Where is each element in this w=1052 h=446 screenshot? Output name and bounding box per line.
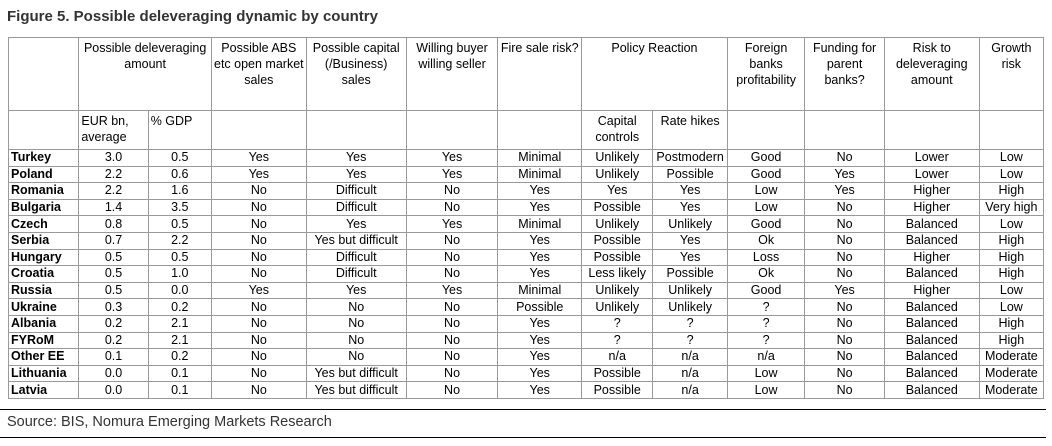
cell-willing-buyer: Yes — [406, 150, 498, 167]
cell-fire-sale-risk: Yes — [498, 349, 582, 366]
cell-risk-deleveraging: Higher — [884, 249, 979, 266]
cell-capital-controls: Unlikely — [582, 150, 653, 167]
footer-divider — [0, 437, 1046, 438]
cell-funding-parent: No — [805, 150, 885, 167]
cell-risk-deleveraging: Balanced — [884, 299, 979, 316]
subheader-pct-gdp: % GDP — [148, 111, 211, 150]
cell-risk-deleveraging: Balanced — [884, 232, 979, 249]
cell-pct-gdp: 0.5 — [148, 249, 211, 266]
header-row-sub — [9, 111, 1044, 150]
cell-country: Poland — [9, 166, 79, 183]
cell-foreign-banks: ? — [727, 299, 804, 316]
deleveraging-table — [8, 37, 1044, 399]
cell-rate-hikes: Yes — [653, 249, 727, 266]
source-note: Source: BIS, Nomura Emerging Markets Research — [7, 414, 332, 430]
subheader-blank — [9, 111, 79, 150]
cell-capital-controls: Yes — [582, 183, 653, 200]
cell-rate-hikes: n/a — [653, 382, 727, 399]
cell-foreign-banks: Ok — [727, 266, 804, 283]
cell-funding-parent: No — [805, 382, 885, 399]
cell-willing-buyer: No — [406, 249, 498, 266]
subheader-eur-bn: EUR bn, average — [79, 111, 148, 150]
cell-fire-sale-risk: Yes — [498, 332, 582, 349]
table-row — [9, 365, 1044, 382]
cell-willing-buyer: No — [406, 232, 498, 249]
cell-capital-sales: Difficult — [306, 183, 406, 200]
cell-pct-gdp: 0.1 — [148, 365, 211, 382]
table-row — [9, 382, 1044, 399]
cell-capital-controls: Possible — [582, 232, 653, 249]
cell-eur-bn: 0.5 — [79, 249, 148, 266]
cell-rate-hikes: Yes — [653, 199, 727, 216]
subheader-blank — [805, 111, 885, 150]
cell-capital-sales: Difficult — [306, 249, 406, 266]
cell-pct-gdp: 0.0 — [148, 282, 211, 299]
header-row-main — [9, 38, 1044, 111]
cell-eur-bn: 0.2 — [79, 332, 148, 349]
cell-capital-controls: Unlikely — [582, 216, 653, 233]
cell-eur-bn: 0.0 — [79, 382, 148, 399]
cell-foreign-banks: Good — [727, 282, 804, 299]
cell-capital-controls: ? — [582, 315, 653, 332]
header-deleveraging-amount: Possible deleveraging amount — [79, 38, 212, 111]
cell-growth-risk: Very high — [979, 199, 1043, 216]
cell-country: Hungary — [9, 249, 79, 266]
header-growth-risk: Growth risk — [979, 38, 1043, 111]
cell-eur-bn: 1.4 — [79, 199, 148, 216]
cell-fire-sale-risk: Yes — [498, 382, 582, 399]
cell-risk-deleveraging: Lower — [884, 166, 979, 183]
cell-growth-risk: High — [979, 183, 1043, 200]
table-row — [9, 249, 1044, 266]
cell-fire-sale-risk: Minimal — [498, 166, 582, 183]
cell-country: Turkey — [9, 150, 79, 167]
cell-willing-buyer: No — [406, 199, 498, 216]
cell-risk-deleveraging: Balanced — [884, 365, 979, 382]
cell-funding-parent: No — [805, 299, 885, 316]
cell-eur-bn: 0.0 — [79, 365, 148, 382]
cell-foreign-banks: Good — [727, 216, 804, 233]
cell-funding-parent: No — [805, 349, 885, 366]
cell-abs-sales: No — [211, 249, 306, 266]
cell-growth-risk: Low — [979, 299, 1043, 316]
cell-growth-risk: Moderate — [979, 349, 1043, 366]
cell-risk-deleveraging: Balanced — [884, 332, 979, 349]
header-funding-parent: Funding for parent banks? — [805, 38, 885, 111]
cell-growth-risk: Low — [979, 150, 1043, 167]
cell-capital-sales: No — [306, 315, 406, 332]
cell-growth-risk: Low — [979, 216, 1043, 233]
cell-funding-parent: No — [805, 232, 885, 249]
cell-rate-hikes: ? — [653, 332, 727, 349]
subheader-blank — [498, 111, 582, 150]
cell-foreign-banks: Ok — [727, 232, 804, 249]
cell-fire-sale-risk: Yes — [498, 315, 582, 332]
cell-growth-risk: High — [979, 232, 1043, 249]
cell-capital-sales: Yes — [306, 216, 406, 233]
cell-eur-bn: 0.8 — [79, 216, 148, 233]
cell-eur-bn: 0.3 — [79, 299, 148, 316]
header-risk-deleveraging: Risk to deleveraging amount — [884, 38, 979, 111]
cell-funding-parent: No — [805, 315, 885, 332]
cell-rate-hikes: n/a — [653, 349, 727, 366]
cell-capital-sales: Difficult — [306, 266, 406, 283]
cell-eur-bn: 0.5 — [79, 282, 148, 299]
cell-abs-sales: No — [211, 199, 306, 216]
cell-growth-risk: Low — [979, 166, 1043, 183]
header-fire-sale-risk: Fire sale risk? — [498, 38, 582, 111]
cell-funding-parent: Yes — [805, 166, 885, 183]
cell-risk-deleveraging: Higher — [884, 282, 979, 299]
cell-pct-gdp: 2.2 — [148, 232, 211, 249]
cell-fire-sale-risk: Yes — [498, 183, 582, 200]
cell-willing-buyer: No — [406, 382, 498, 399]
cell-country: Russia — [9, 282, 79, 299]
subheader-blank — [979, 111, 1043, 150]
cell-rate-hikes: Possible — [653, 266, 727, 283]
cell-foreign-banks: Good — [727, 150, 804, 167]
cell-growth-risk: High — [979, 315, 1043, 332]
cell-growth-risk: Moderate — [979, 365, 1043, 382]
cell-eur-bn: 2.2 — [79, 166, 148, 183]
table-row — [9, 282, 1044, 299]
cell-willing-buyer: No — [406, 183, 498, 200]
table-row — [9, 183, 1044, 200]
cell-capital-sales: No — [306, 299, 406, 316]
cell-foreign-banks: Good — [727, 166, 804, 183]
cell-risk-deleveraging: Higher — [884, 183, 979, 200]
cell-abs-sales: Yes — [211, 166, 306, 183]
cell-funding-parent: No — [805, 332, 885, 349]
cell-willing-buyer: No — [406, 315, 498, 332]
cell-fire-sale-risk: Yes — [498, 249, 582, 266]
cell-capital-sales: Yes but difficult — [306, 232, 406, 249]
cell-risk-deleveraging: Balanced — [884, 315, 979, 332]
cell-eur-bn: 2.2 — [79, 183, 148, 200]
cell-capital-controls: Possible — [582, 199, 653, 216]
cell-willing-buyer: No — [406, 299, 498, 316]
cell-willing-buyer: Yes — [406, 166, 498, 183]
cell-foreign-banks: ? — [727, 315, 804, 332]
cell-abs-sales: No — [211, 349, 306, 366]
cell-foreign-banks: n/a — [727, 349, 804, 366]
cell-abs-sales: No — [211, 315, 306, 332]
cell-fire-sale-risk: Minimal — [498, 282, 582, 299]
cell-abs-sales: No — [211, 332, 306, 349]
cell-capital-sales: Yes but difficult — [306, 365, 406, 382]
cell-rate-hikes: n/a — [653, 365, 727, 382]
cell-capital-sales: Difficult — [306, 199, 406, 216]
cell-country: Latvia — [9, 382, 79, 399]
cell-abs-sales: No — [211, 382, 306, 399]
cell-pct-gdp: 2.1 — [148, 332, 211, 349]
cell-country: Czech — [9, 216, 79, 233]
header-capital-sales: Possible capital (/Business) sales — [306, 38, 406, 111]
cell-capital-sales: Yes — [306, 150, 406, 167]
cell-willing-buyer: No — [406, 332, 498, 349]
cell-eur-bn: 0.1 — [79, 349, 148, 366]
cell-pct-gdp: 2.1 — [148, 315, 211, 332]
cell-rate-hikes: Possible — [653, 166, 727, 183]
table-row — [9, 216, 1044, 233]
cell-growth-risk: High — [979, 332, 1043, 349]
table-row — [9, 199, 1044, 216]
cell-foreign-banks: Low — [727, 382, 804, 399]
cell-pct-gdp: 0.2 — [148, 349, 211, 366]
cell-eur-bn: 0.5 — [79, 266, 148, 283]
header-willing-buyer: Willing buyer willing seller — [406, 38, 498, 111]
cell-fire-sale-risk: Yes — [498, 365, 582, 382]
table-row — [9, 150, 1044, 167]
cell-capital-controls: ? — [582, 332, 653, 349]
cell-foreign-banks: Low — [727, 365, 804, 382]
cell-capital-controls: Possible — [582, 365, 653, 382]
cell-country: Bulgaria — [9, 199, 79, 216]
cell-willing-buyer: No — [406, 349, 498, 366]
cell-funding-parent: No — [805, 249, 885, 266]
cell-risk-deleveraging: Lower — [884, 150, 979, 167]
cell-willing-buyer: No — [406, 266, 498, 283]
cell-capital-sales: Yes but difficult — [306, 382, 406, 399]
cell-risk-deleveraging: Higher — [884, 199, 979, 216]
cell-fire-sale-risk: Yes — [498, 199, 582, 216]
cell-pct-gdp: 3.5 — [148, 199, 211, 216]
cell-funding-parent: No — [805, 216, 885, 233]
cell-pct-gdp: 1.0 — [148, 266, 211, 283]
subheader-blank — [306, 111, 406, 150]
table-row — [9, 315, 1044, 332]
subheader-rate-hikes: Rate hikes — [653, 111, 727, 150]
cell-abs-sales: Yes — [211, 282, 306, 299]
cell-risk-deleveraging: Balanced — [884, 349, 979, 366]
cell-country: Albania — [9, 315, 79, 332]
cell-growth-risk: Moderate — [979, 382, 1043, 399]
cell-eur-bn: 0.2 — [79, 315, 148, 332]
cell-pct-gdp: 1.6 — [148, 183, 211, 200]
cell-fire-sale-risk: Yes — [498, 266, 582, 283]
cell-abs-sales: No — [211, 216, 306, 233]
cell-pct-gdp: 0.6 — [148, 166, 211, 183]
cell-foreign-banks: ? — [727, 332, 804, 349]
cell-pct-gdp: 0.5 — [148, 150, 211, 167]
cell-funding-parent: Yes — [805, 183, 885, 200]
cell-rate-hikes: Postmodern — [653, 150, 727, 167]
cell-growth-risk: High — [979, 266, 1043, 283]
cell-abs-sales: No — [211, 266, 306, 283]
cell-capital-controls: Unlikely — [582, 166, 653, 183]
cell-country: Romania — [9, 183, 79, 200]
header-blank-corner — [9, 38, 79, 111]
cell-pct-gdp: 0.5 — [148, 216, 211, 233]
cell-foreign-banks: Loss — [727, 249, 804, 266]
cell-capital-controls: n/a — [582, 349, 653, 366]
cell-risk-deleveraging: Balanced — [884, 266, 979, 283]
cell-capital-controls: Possible — [582, 382, 653, 399]
cell-rate-hikes: Unlikely — [653, 299, 727, 316]
cell-fire-sale-risk: Minimal — [498, 150, 582, 167]
cell-abs-sales: No — [211, 232, 306, 249]
cell-capital-controls: Unlikely — [582, 299, 653, 316]
table-row — [9, 299, 1044, 316]
cell-fire-sale-risk: Yes — [498, 232, 582, 249]
cell-abs-sales: No — [211, 365, 306, 382]
cell-funding-parent: Yes — [805, 282, 885, 299]
cell-capital-sales: Yes — [306, 282, 406, 299]
cell-rate-hikes: Unlikely — [653, 216, 727, 233]
cell-capital-sales: Yes — [306, 166, 406, 183]
cell-capital-sales: No — [306, 332, 406, 349]
cell-rate-hikes: ? — [653, 315, 727, 332]
table-row — [9, 166, 1044, 183]
cell-pct-gdp: 0.2 — [148, 299, 211, 316]
header-abs-sales: Possible ABS etc open market sales — [211, 38, 306, 111]
cell-rate-hikes: Yes — [653, 232, 727, 249]
subheader-blank — [727, 111, 804, 150]
cell-country: Croatia — [9, 266, 79, 283]
cell-eur-bn: 0.7 — [79, 232, 148, 249]
cell-willing-buyer: No — [406, 365, 498, 382]
cell-country: FYRoM — [9, 332, 79, 349]
table-row — [9, 349, 1044, 366]
cell-country: Serbia — [9, 232, 79, 249]
header-policy-reaction: Policy Reaction — [582, 38, 728, 111]
cell-foreign-banks: Low — [727, 183, 804, 200]
table-row — [9, 232, 1044, 249]
cell-fire-sale-risk: Possible — [498, 299, 582, 316]
cell-rate-hikes: Unlikely — [653, 282, 727, 299]
cell-country: Lithuania — [9, 365, 79, 382]
cell-willing-buyer: Yes — [406, 282, 498, 299]
subheader-blank — [211, 111, 306, 150]
cell-capital-sales: No — [306, 349, 406, 366]
subheader-blank — [884, 111, 979, 150]
figure-title: Figure 5. Possible deleveraging dynamic by country — [7, 8, 378, 25]
cell-foreign-banks: Low — [727, 199, 804, 216]
cell-funding-parent: No — [805, 199, 885, 216]
table-row — [9, 332, 1044, 349]
cell-growth-risk: Low — [979, 282, 1043, 299]
cell-country: Ukraine — [9, 299, 79, 316]
cell-funding-parent: No — [805, 266, 885, 283]
cell-risk-deleveraging: Balanced — [884, 382, 979, 399]
footer-divider — [0, 409, 1046, 410]
subheader-blank — [406, 111, 498, 150]
table-row — [9, 266, 1044, 283]
cell-abs-sales: Yes — [211, 150, 306, 167]
subheader-capital-controls: Capital controls — [582, 111, 653, 150]
cell-rate-hikes: Yes — [653, 183, 727, 200]
cell-risk-deleveraging: Balanced — [884, 216, 979, 233]
cell-pct-gdp: 0.1 — [148, 382, 211, 399]
cell-capital-controls: Less likely — [582, 266, 653, 283]
cell-capital-controls: Unlikely — [582, 282, 653, 299]
cell-capital-controls: Possible — [582, 249, 653, 266]
cell-willing-buyer: Yes — [406, 216, 498, 233]
cell-eur-bn: 3.0 — [79, 150, 148, 167]
cell-country: Other EE — [9, 349, 79, 366]
table-body — [9, 150, 1044, 399]
cell-funding-parent: No — [805, 365, 885, 382]
cell-abs-sales: No — [211, 183, 306, 200]
cell-fire-sale-risk: Minimal — [498, 216, 582, 233]
cell-growth-risk: High — [979, 249, 1043, 266]
header-foreign-banks: Foreign banks profitability — [727, 38, 804, 111]
cell-abs-sales: No — [211, 299, 306, 316]
